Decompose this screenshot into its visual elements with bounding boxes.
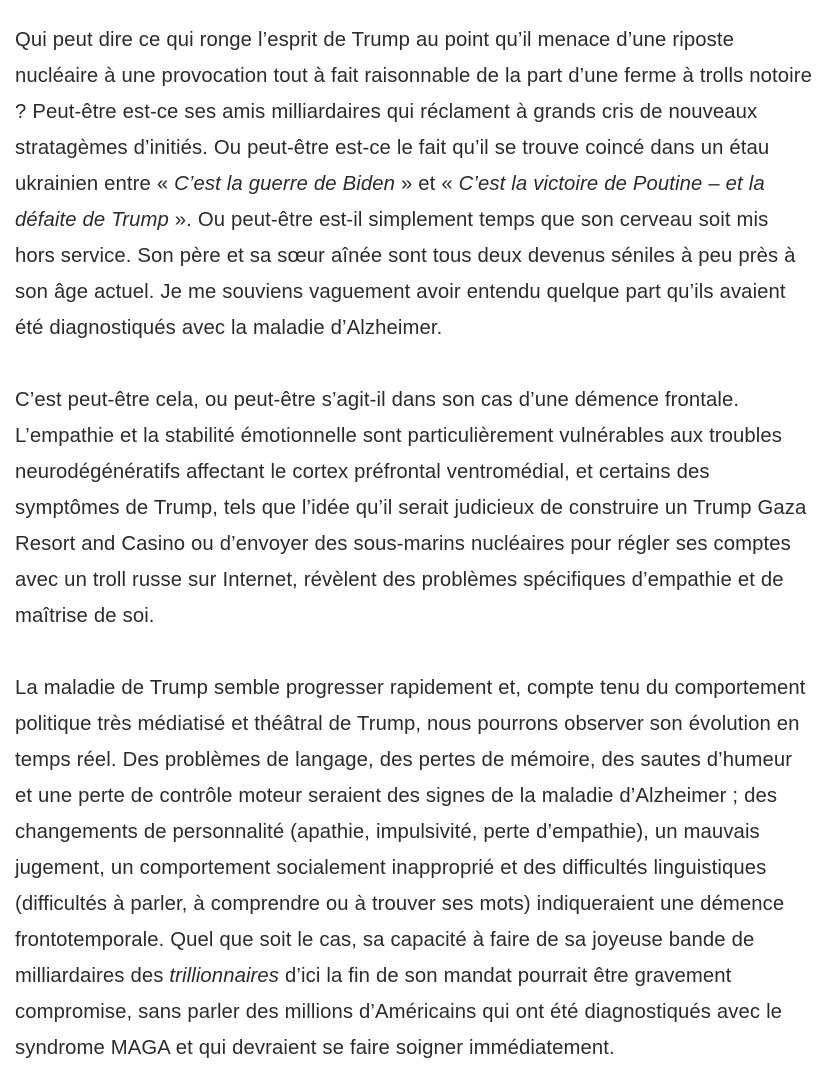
paragraph-1 bbox=[15, 22, 812, 346]
paragraph-3 bbox=[15, 670, 812, 1066]
paragraph-2-run-0: C’est peut-être cela, ou peut-être s’agit-il dans son cas d’une démence frontale. L’empathie et la stabilité émotionnelle sont particulièrement vulnérables aux troubles neurodégénératifs affectant le cortex préfrontal ventromédial, et certains des symptômes de Trump, tels que l’idée qu’il serait judicieux de construire un Trump Gaza Resort and Casino ou d’envoyer des sous-marins nucléaires pour régler ses comptes avec un troll russe sur Internet, révèlent des problèmes spécifiques d’empathie et de maîtrise de soi. bbox=[15, 389, 807, 627]
paragraph-1-run-4: ». Ou peut-être est-il simplement temps que son cerveau soit mis hors service. Son père et sa sœur aînée sont tous deux devenus séniles à peu près à son âge actuel. Je me souviens vaguement avoir entendu quelque part qu’ils avaient été diagnostiqués avec la maladie d’Alzheimer. bbox=[15, 209, 796, 339]
article-body bbox=[15, 22, 812, 1066]
paragraph-1-run-1: C’est la guerre de Biden bbox=[174, 173, 395, 195]
paragraph-1-run-2: » et « bbox=[395, 173, 459, 195]
paragraph-1-run-0: Qui peut dire ce qui ronge l’esprit de Trump au point qu’il menace d’une riposte nucléaire à une provocation tout à fait raisonnable de la part d’une ferme à trolls notoire ? Peut-être est-ce ses amis milliardaires qui réclament à grands cris de nouveaux stratagèmes d’initiés. Ou peut-être est-ce le fait qu’il se trouve coincé dans un étau ukrainien entre « bbox=[15, 29, 812, 195]
paragraph-3-run-1: trillionnaires bbox=[169, 965, 280, 987]
paragraph-1-run-3: C’est la victoire de Poutine – et la défaite de Trump bbox=[15, 173, 765, 231]
paragraph-3-run-2: d’ici la fin de son mandat pourrait être gravement compromise, sans parler des millions d’Américains qui ont été diagnostiqués avec le syndrome MAGA et qui devraient se faire soigner immédiatement. bbox=[15, 965, 783, 1059]
paragraph-2 bbox=[15, 382, 812, 634]
paragraph-3-run-0: La maladie de Trump semble progresser rapidement et, compte tenu du comportement politique très médiatisé et théâtral de Trump, nous pourrons observer son évolution en temps réel. Des problèmes de langage, des pertes de mémoire, des sautes d’humeur et une perte de contrôle moteur seraient des signes de la maladie d’Alzheimer ; des changements de personnalité (apathie, impulsivité, perte d’empathie), un mauvais jugement, un comportement socialement inapproprié et des difficultés linguistiques (difficultés à parler, à comprendre ou à trouver ses mots) indiqueraient une démence frontotemporale. Quel que soit le cas, sa capacité à faire de sa joyeuse bande de milliardaires des bbox=[15, 677, 806, 987]
